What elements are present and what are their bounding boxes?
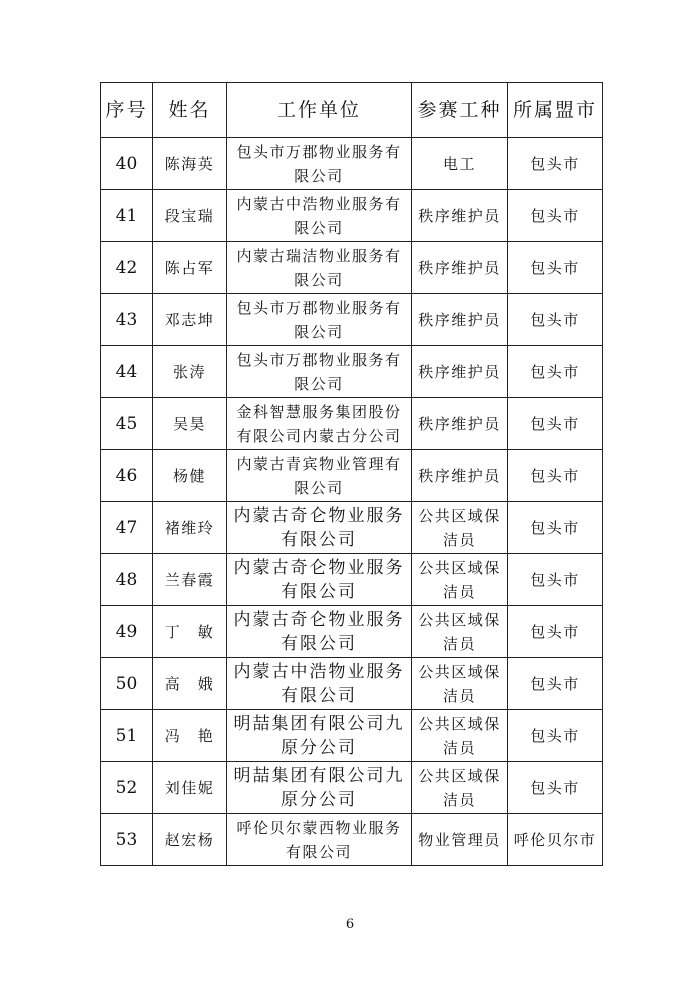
trade-cell: 秩序维护员 bbox=[412, 242, 508, 294]
city-cell: 包头市 bbox=[508, 294, 603, 346]
trade-cell: 秩序维护员 bbox=[412, 190, 508, 242]
city-cell: 包头市 bbox=[508, 658, 603, 710]
work-unit-cell: 呼伦贝尔蒙西物业服务有限公司 bbox=[227, 814, 412, 866]
city-cell: 包头市 bbox=[508, 762, 603, 814]
city-cell: 包头市 bbox=[508, 606, 603, 658]
trade-cell: 秩序维护员 bbox=[412, 398, 508, 450]
name-cell: 段宝瑞 bbox=[153, 190, 227, 242]
name-cell: 陈海英 bbox=[153, 138, 227, 190]
serial-no-cell: 47 bbox=[101, 502, 153, 554]
work-unit-cell: 内蒙古瑞洁物业服务有限公司 bbox=[227, 242, 412, 294]
table-header-row bbox=[101, 83, 603, 138]
name-cell: 陈占军 bbox=[153, 242, 227, 294]
trade-cell: 公共区域保洁员 bbox=[412, 606, 508, 658]
table-row bbox=[101, 138, 603, 190]
city-cell: 包头市 bbox=[508, 398, 603, 450]
city-cell: 包头市 bbox=[508, 502, 603, 554]
trade-cell: 公共区域保洁员 bbox=[412, 658, 508, 710]
name-cell: 冯 艳 bbox=[153, 710, 227, 762]
work-unit-cell: 内蒙古中浩物业服务有限公司 bbox=[227, 190, 412, 242]
name-cell: 张涛 bbox=[153, 346, 227, 398]
work-unit-cell: 金科智慧服务集团股份有限公司内蒙古分公司 bbox=[227, 398, 412, 450]
serial-no-cell: 45 bbox=[101, 398, 153, 450]
serial-no-cell: 48 bbox=[101, 554, 153, 606]
table-row bbox=[101, 554, 603, 606]
serial-no-cell: 51 bbox=[101, 710, 153, 762]
city-cell: 包头市 bbox=[508, 190, 603, 242]
city-cell: 包头市 bbox=[508, 554, 603, 606]
table-row bbox=[101, 814, 603, 866]
trade-cell: 公共区域保洁员 bbox=[412, 502, 508, 554]
city-cell: 包头市 bbox=[508, 710, 603, 762]
header-city: 所属盟市 bbox=[508, 83, 603, 138]
header-trade: 参赛工种 bbox=[412, 83, 508, 138]
table-row bbox=[101, 294, 603, 346]
table-row bbox=[101, 242, 603, 294]
serial-no-cell: 46 bbox=[101, 450, 153, 502]
city-cell: 包头市 bbox=[508, 346, 603, 398]
header-serial-no: 序号 bbox=[101, 83, 153, 138]
table-row bbox=[101, 450, 603, 502]
work-unit-cell: 内蒙古奇仑物业服务有限公司 bbox=[227, 502, 412, 554]
table-row bbox=[101, 606, 603, 658]
serial-no-cell: 44 bbox=[101, 346, 153, 398]
trade-cell: 秩序维护员 bbox=[412, 294, 508, 346]
city-cell: 包头市 bbox=[508, 242, 603, 294]
trade-cell: 秩序维护员 bbox=[412, 346, 508, 398]
trade-cell: 物业管理员 bbox=[412, 814, 508, 866]
work-unit-cell: 包头市万郡物业服务有限公司 bbox=[227, 138, 412, 190]
trade-cell: 电工 bbox=[412, 138, 508, 190]
trade-cell: 秩序维护员 bbox=[412, 450, 508, 502]
table-row bbox=[101, 710, 603, 762]
name-cell: 刘佳妮 bbox=[153, 762, 227, 814]
table-row bbox=[101, 762, 603, 814]
name-cell: 兰春霞 bbox=[153, 554, 227, 606]
serial-no-cell: 50 bbox=[101, 658, 153, 710]
name-cell: 丁 敏 bbox=[153, 606, 227, 658]
serial-no-cell: 52 bbox=[101, 762, 153, 814]
work-unit-cell: 明喆集团有限公司九原分公司 bbox=[227, 762, 412, 814]
work-unit-cell: 内蒙古奇仑物业服务有限公司 bbox=[227, 606, 412, 658]
trade-cell: 公共区域保洁员 bbox=[412, 762, 508, 814]
serial-no-cell: 49 bbox=[101, 606, 153, 658]
name-cell: 吴昊 bbox=[153, 398, 227, 450]
city-cell: 呼伦贝尔市 bbox=[508, 814, 603, 866]
name-cell: 褚维玲 bbox=[153, 502, 227, 554]
table-row bbox=[101, 190, 603, 242]
work-unit-cell: 内蒙古中浩物业服务有限公司 bbox=[227, 658, 412, 710]
page-number: 6 bbox=[345, 917, 355, 932]
name-cell: 杨健 bbox=[153, 450, 227, 502]
table-row bbox=[101, 398, 603, 450]
serial-no-cell: 41 bbox=[101, 190, 153, 242]
work-unit-cell: 包头市万郡物业服务有限公司 bbox=[227, 294, 412, 346]
table-row bbox=[101, 658, 603, 710]
participant-table bbox=[100, 82, 603, 866]
trade-cell: 公共区域保洁员 bbox=[412, 554, 508, 606]
header-name: 姓名 bbox=[153, 83, 227, 138]
name-cell: 邓志坤 bbox=[153, 294, 227, 346]
serial-no-cell: 40 bbox=[101, 138, 153, 190]
serial-no-cell: 42 bbox=[101, 242, 153, 294]
table-row bbox=[101, 502, 603, 554]
city-cell: 包头市 bbox=[508, 450, 603, 502]
name-cell: 高 娥 bbox=[153, 658, 227, 710]
name-cell: 赵宏杨 bbox=[153, 814, 227, 866]
header-work-unit: 工作单位 bbox=[227, 83, 412, 138]
work-unit-cell: 内蒙古奇仑物业服务有限公司 bbox=[227, 554, 412, 606]
serial-no-cell: 43 bbox=[101, 294, 153, 346]
serial-no-cell: 53 bbox=[101, 814, 153, 866]
work-unit-cell: 包头市万郡物业服务有限公司 bbox=[227, 346, 412, 398]
work-unit-cell: 内蒙古青宾物业管理有限公司 bbox=[227, 450, 412, 502]
city-cell: 包头市 bbox=[508, 138, 603, 190]
work-unit-cell: 明喆集团有限公司九原分公司 bbox=[227, 710, 412, 762]
trade-cell: 公共区域保洁员 bbox=[412, 710, 508, 762]
table-row bbox=[101, 346, 603, 398]
